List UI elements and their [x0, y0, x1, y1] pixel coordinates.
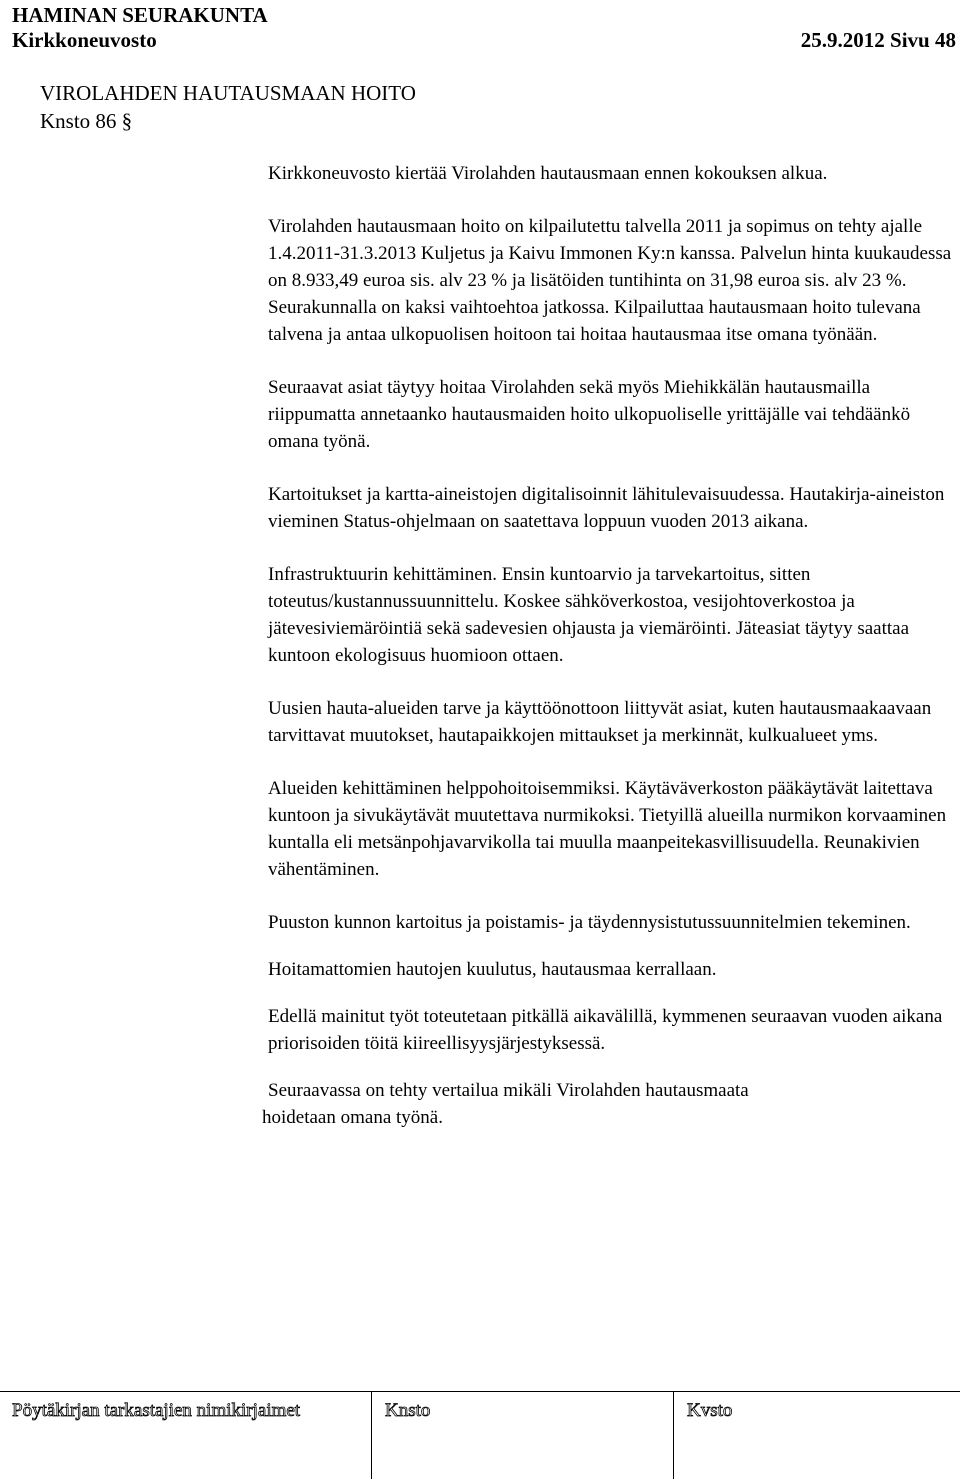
- paragraph: Uusien hauta-alueiden tarve ja käyttöönottoon liittyvät asiat, kuten hautausmaakaavaan tarvittavat muutokset, hautapaikkojen mittaukset ja merkinnät, kulkualueet yms.: [268, 698, 932, 746]
- paragraph: Edellä mainitut työt toteutetaan pitkällä aikavälillä, kymmenen seuraavan vuoden aikana priorisoiden töitä kiireellisyysjärjestyksessä.: [268, 1006, 943, 1054]
- signature-footer: [0, 1391, 960, 1479]
- footer-divider: [371, 1392, 372, 1479]
- paragraph-line: Seuraavassa on tehty vertailua mikäli Virolahden hautausmaata: [268, 1080, 749, 1101]
- paragraph: [262, 1077, 954, 1131]
- section-title: VIROLAHDEN HAUTAUSMAAN HOITO: [40, 81, 416, 105]
- paragraph: Kartoitukset ja kartta-aineistojen digitalisoinnit lähitulevaisuudessa. Hautakirja-aineiston vieminen Status-ohjelmaan on saatettava loppuun vuoden 2013 aikana.: [268, 484, 945, 532]
- footer-reviewers-label: Pöytäkirjan tarkastajien nimikirjaimet: [12, 1400, 301, 1421]
- paragraph: Alueiden kehittäminen helppohoitoisemmiksi. Käytäväverkoston pääkäytävät laitettava kuntoon ja sivukäytävät muutettava nurmikoksi. Tietyillä alueilla nurmikon korvaaminen kuntalla eli metsänpohjavarvikolla tai muulla maanpeitekasvillisuudella. Reunakivien vähentäminen.: [268, 778, 947, 880]
- organization-name: HAMINAN SEURAKUNTA: [12, 3, 268, 27]
- footer-kvsto-label: Kvsto: [687, 1400, 733, 1421]
- paragraph: Virolahden hautausmaan hoito on kilpailutettu talvella 2011 ja sopimus on tehty ajalle 1.4.2011-31.3.2013 Kuljetus ja Kaivu Immonen Ky:n kanssa. Palvelun hinta kuukaudessa on 8.933,49 euroa sis. alv 23 % ja lisätöiden tuntihinta on 31,98 euroa sis. alv 23 %. Seurakunnalla on kaksi vaihtoehtoa jatkossa. Kilpailuttaa hautausmaan hoito tulevana talvena ja antaa ulkopuolisen hoitoon tai hoitaa hautausmaa itse omana työnään.: [268, 216, 952, 345]
- header-line: [12, 27, 956, 53]
- paragraph: Seuraavat asiat täytyy hoitaa Virolahden sekä myös Miehikkälän hautausmailla riippumatta annetaanko hautausmaiden hoito ulkopuoliselle yrittäjälle vai tehdäänkö omana työnä.: [268, 377, 911, 452]
- paragraph-line: hoidetaan omana työnä.: [262, 1107, 443, 1128]
- footer-knsto-label: Knsto: [385, 1400, 431, 1421]
- section-number: Knsto 86 §: [40, 109, 133, 133]
- paragraph: Infrastruktuurin kehittäminen. Ensin kuntoarvio ja tarvekartoitus, sitten toteutus/kustannussuunnittelu. Koskee sähköverkostoa, vesijohtoverkostoa ja jätevesiviemäröintiä sekä sadevesien ohjausta ja viemäröinti. Jäteasiat täytyy saattaa kuntoon ekologisuus huomioon ottaen.: [268, 564, 910, 666]
- paragraph: Kirkkoneuvosto kiertää Virolahden hautausmaan ennen kokouksen alkua.: [268, 163, 828, 184]
- paragraph: Puuston kunnon kartoitus ja poistamis- ja täydennysistutussuunnitelmien tekeminen.: [268, 912, 911, 933]
- meeting-body: Kirkkoneuvosto: [12, 28, 157, 52]
- document-body: [262, 160, 954, 1131]
- date-page: 25.9.2012 Sivu 48: [800, 28, 956, 52]
- paragraph: Hoitamattomien hautojen kuulutus, hautausmaa kerrallaan.: [268, 959, 717, 980]
- footer-divider: [673, 1392, 674, 1479]
